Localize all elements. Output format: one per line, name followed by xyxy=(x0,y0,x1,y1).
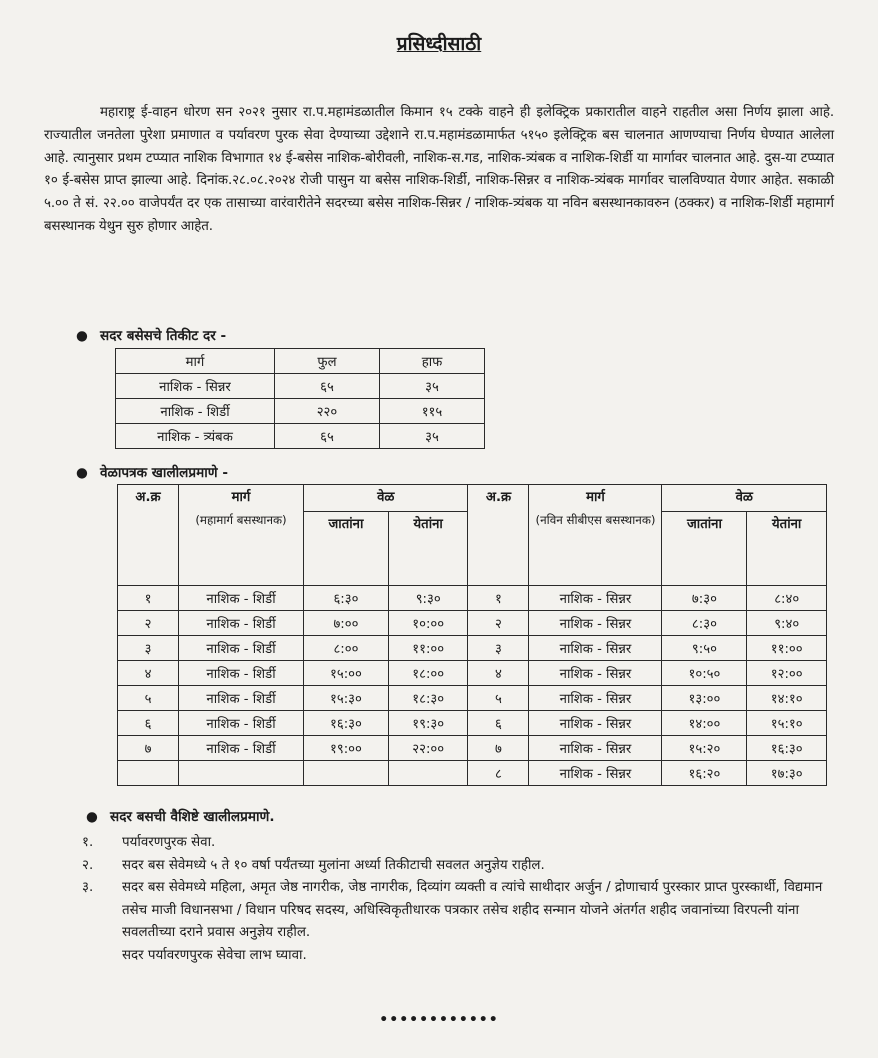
cell-route-left: नाशिक - शिर्डी xyxy=(179,636,304,661)
bullet-icon: ● xyxy=(76,465,88,481)
cell-route-right: नाशिक - सिन्नर xyxy=(529,686,662,711)
cell-route-right: नाशिक - सिन्नर xyxy=(529,761,662,786)
cell-sr-right: ५ xyxy=(468,686,529,711)
list-item-number: ३. xyxy=(82,880,94,895)
fare-table xyxy=(115,348,485,449)
cell-route-right: नाशिक - सिन्नर xyxy=(529,711,662,736)
cell-sr-left: ४ xyxy=(118,661,179,686)
cell-route-left xyxy=(179,761,304,786)
header-depart-left: जातांना xyxy=(304,512,389,586)
cell-depart-left: १९:०० xyxy=(304,736,389,761)
cell-depart-left: १६:३० xyxy=(304,711,389,736)
fare-full: २२० xyxy=(275,399,380,424)
cell-sr-right: २ xyxy=(468,611,529,636)
cell-route-right: नाशिक - सिन्नर xyxy=(529,661,662,686)
header-route-right-sub: (नविन सीबीएस बसस्थानक) xyxy=(535,513,656,527)
fare-route: नाशिक - त्र्यंबक xyxy=(116,424,275,449)
fare-full: ६५ xyxy=(275,374,380,399)
closing-line: सदर पर्यावरणपुरक सेवेचा लाभ घ्यावा. xyxy=(122,947,307,963)
cell-return-left: १०:०० xyxy=(388,611,468,636)
cell-return-left xyxy=(388,761,468,786)
cell-sr-right: ३ xyxy=(468,636,529,661)
cell-return-right: १२:०० xyxy=(747,661,827,686)
table-row xyxy=(116,399,485,424)
fare-route: नाशिक - सिन्नर xyxy=(116,374,275,399)
list-item-text: सदर बस सेवेमध्ये महिला, अमृत जेष्ठ नागरीक, जेष्ठ नागरीक, दिव्यांग व्यक्ती व त्यांचे साथीदार अर्जुन / द्रोणाचार्य पुरस्कार प्राप्त पुरस्कार्थी, विद्यमान तसेच माजी विधानसभा / विधान परिषद सदस्य, अधिस्विकृतीधारक पत्रकार तसेच शहीद सन्मान योजने अंतर्गत शहीद जवानांच्या विरपत्नी यांना सवलतीच्या दराने प्रवास अनुज्ञेय राहील. xyxy=(122,880,823,940)
schedule-body xyxy=(118,586,827,786)
fare-full: ६५ xyxy=(275,424,380,449)
header-return-left: येतांना xyxy=(388,512,468,586)
cell-depart-right: ८:३० xyxy=(662,611,747,636)
cell-sr-left: ३ xyxy=(118,636,179,661)
table-row xyxy=(118,661,827,686)
cell-depart-right: ९:५० xyxy=(662,636,747,661)
cell-return-right: ९:४० xyxy=(747,611,827,636)
list-item xyxy=(82,877,842,945)
cell-return-left: १८:०० xyxy=(388,661,468,686)
fare-half: ३५ xyxy=(379,424,484,449)
header-route-right-label: मार्ग xyxy=(586,490,605,505)
cell-sr-right: ७ xyxy=(468,736,529,761)
list-item-text: पर्यावरणपुरक सेवा. xyxy=(122,835,216,850)
cell-route-right: नाशिक - सिन्नर xyxy=(529,736,662,761)
header-time-left: वेळ xyxy=(304,485,468,512)
fare-half: ३५ xyxy=(379,374,484,399)
cell-return-right: १४:१० xyxy=(747,686,827,711)
list-item-text: सदर बस सेवेमध्ये ५ ते १० वर्षा पर्यंतच्या मुलांना अर्ध्या तिकीटाची सवलत अनुज्ञेय राहील. xyxy=(122,857,545,873)
table-row xyxy=(118,586,827,611)
header-route-left xyxy=(179,485,304,586)
cell-depart-left: १५:०० xyxy=(304,661,389,686)
cell-depart-right: १४:०० xyxy=(662,711,747,736)
cell-route-left: नाशिक - शिर्डी xyxy=(179,686,304,711)
schedule-heading-text: वेळापत्रक खालीलप्रमाणे - xyxy=(100,465,228,481)
cell-sr-left: २ xyxy=(118,611,179,636)
page-title: प्रसिध्दीसाठी xyxy=(396,33,482,55)
header-depart-right: जातांना xyxy=(662,512,747,586)
cell-sr-left xyxy=(118,761,179,786)
cell-return-left: ९:३० xyxy=(388,586,468,611)
cell-sr-left: ५ xyxy=(118,686,179,711)
cell-return-right: १७:३० xyxy=(747,761,827,786)
header-route-left-sub: (महामार्ग बसस्थानक) xyxy=(195,513,287,527)
fare-table-header xyxy=(116,349,485,374)
schedule-table xyxy=(117,484,827,786)
cell-return-right: ११:०० xyxy=(747,636,827,661)
bullet-icon: ● xyxy=(86,809,98,825)
cell-sr-right: ८ xyxy=(468,761,529,786)
cell-route-right: नाशिक - सिन्नर xyxy=(529,611,662,636)
cell-depart-right: १६:२० xyxy=(662,761,747,786)
bullet-icon: ● xyxy=(76,328,88,344)
fare-half: ११५ xyxy=(379,399,484,424)
header-return-right: येतांना xyxy=(747,512,827,586)
cell-return-left: १८:३० xyxy=(388,686,468,711)
fare-header-route: मार्ग xyxy=(116,349,275,374)
table-row xyxy=(118,611,827,636)
list-item-number: १. xyxy=(82,835,94,850)
cell-return-right: ८:४० xyxy=(747,586,827,611)
intro-paragraph: महाराष्ट्र ई-वाहन धोरण सन २०२१ नुसार रा.प.महामंडळातील किमान १५ टक्के वाहने ही इलेक्ट्रिक प्रकारातील वाहने राहतील असा निर्णय झाला आहे. राज्यातील जनतेला पुरेशा प्रमाणात व पर्यावरण पुरक सेवा देण्याच्या उद्देशाने रा.प.महामंडळामार्फत ५१५० इलेक्ट्रिक बस चालनात आणण्याचा निर्णय घेण्यात आलेला आहे. त्यानुसार प्रथम टप्प्यात नाशिक विभागात १४ ई-बसेस नाशिक-बोरीवली, नाशिक-स.गड, नाशिक-त्र्यंबक व नाशिक-शिर्डी या मार्गावर चालनात आहे. दुस-या टप्प्यात १० ई-बसेस प्राप्त झाल्या आहे. दिनांक.२८.०८.२०२४ रोजी पासुन या बसेस नाशिक-शिर्डी, नाशिक-सिन्नर व नाशिक-त्र्यंबक मार्गावर चालविण्यात येणार आहेत. सकाळी ५.०० ते सं. २२.०० वाजेपर्यंत दर एक तासाच्या वारंवारीतेने सदरच्या बसेस नाशिक-सिन्नर / नाशिक-त्र्यंबक या नविन बसस्थानकावरुन (ठक्कर) व नाशिक-शिर्डी महामार्ग बसस्थानक येथुन सुरु होणार आहेत. xyxy=(44,105,834,234)
schedule-header-row xyxy=(118,485,827,512)
table-row xyxy=(116,424,485,449)
cell-route-left: नाशिक - शिर्डी xyxy=(179,711,304,736)
cell-return-right: १५:१० xyxy=(747,711,827,736)
table-row xyxy=(118,686,827,711)
header-sr-left: अ.क्र xyxy=(118,485,179,586)
cell-sr-left: १ xyxy=(118,586,179,611)
cell-sr-left: ७ xyxy=(118,736,179,761)
cell-sr-right: १ xyxy=(468,586,529,611)
header-time-right: वेळ xyxy=(662,485,827,512)
end-marker: •••••••••••• xyxy=(379,1012,499,1028)
fare-heading-text: सदर बसेसचे तिकीट दर - xyxy=(100,328,227,344)
table-row xyxy=(118,636,827,661)
cell-sr-right: ४ xyxy=(468,661,529,686)
list-item-number: २. xyxy=(82,857,94,873)
cell-return-left: १९:३० xyxy=(388,711,468,736)
cell-depart-right: १५:२० xyxy=(662,736,747,761)
cell-depart-left: ७:०० xyxy=(304,611,389,636)
cell-route-left: नाशिक - शिर्डी xyxy=(179,586,304,611)
cell-route-right: नाशिक - सिन्नर xyxy=(529,586,662,611)
cell-return-right: १६:३० xyxy=(747,736,827,761)
features-heading xyxy=(86,806,275,825)
schedule-heading xyxy=(76,462,228,481)
cell-route-left: नाशिक - शिर्डी xyxy=(179,661,304,686)
cell-route-left: नाशिक - शिर्डी xyxy=(179,736,304,761)
cell-route-left: नाशिक - शिर्डी xyxy=(179,611,304,636)
table-row xyxy=(118,736,827,761)
header-route-right xyxy=(529,485,662,586)
cell-route-right: नाशिक - सिन्नर xyxy=(529,636,662,661)
fare-header-full: फुल xyxy=(275,349,380,374)
cell-depart-right: ७:३० xyxy=(662,586,747,611)
cell-depart-right: १०:५० xyxy=(662,661,747,686)
header-route-left-label: मार्ग xyxy=(231,490,251,505)
cell-sr-left: ६ xyxy=(118,711,179,736)
features-heading-text: सदर बसची वैशिष्टे खालीलप्रमाणे. xyxy=(110,809,275,825)
fare-route: नाशिक - शिर्डी xyxy=(116,399,275,424)
fare-heading xyxy=(76,325,226,344)
table-row xyxy=(118,711,827,736)
cell-depart-left xyxy=(304,761,389,786)
table-row xyxy=(118,761,827,786)
features-list xyxy=(82,832,842,967)
cell-sr-right: ६ xyxy=(468,711,529,736)
cell-return-left: २२:०० xyxy=(388,736,468,761)
cell-depart-right: १३:०० xyxy=(662,686,747,711)
list-item xyxy=(82,832,842,855)
table-row xyxy=(116,374,485,399)
list-item xyxy=(82,855,842,878)
header-sr-right: अ.क्र xyxy=(468,485,529,586)
cell-depart-left: ६:३० xyxy=(304,586,389,611)
fare-header-half: हाफ xyxy=(379,349,484,374)
cell-depart-left: ८:०० xyxy=(304,636,389,661)
cell-return-left: ११:०० xyxy=(388,636,468,661)
cell-depart-left: १५:३० xyxy=(304,686,389,711)
